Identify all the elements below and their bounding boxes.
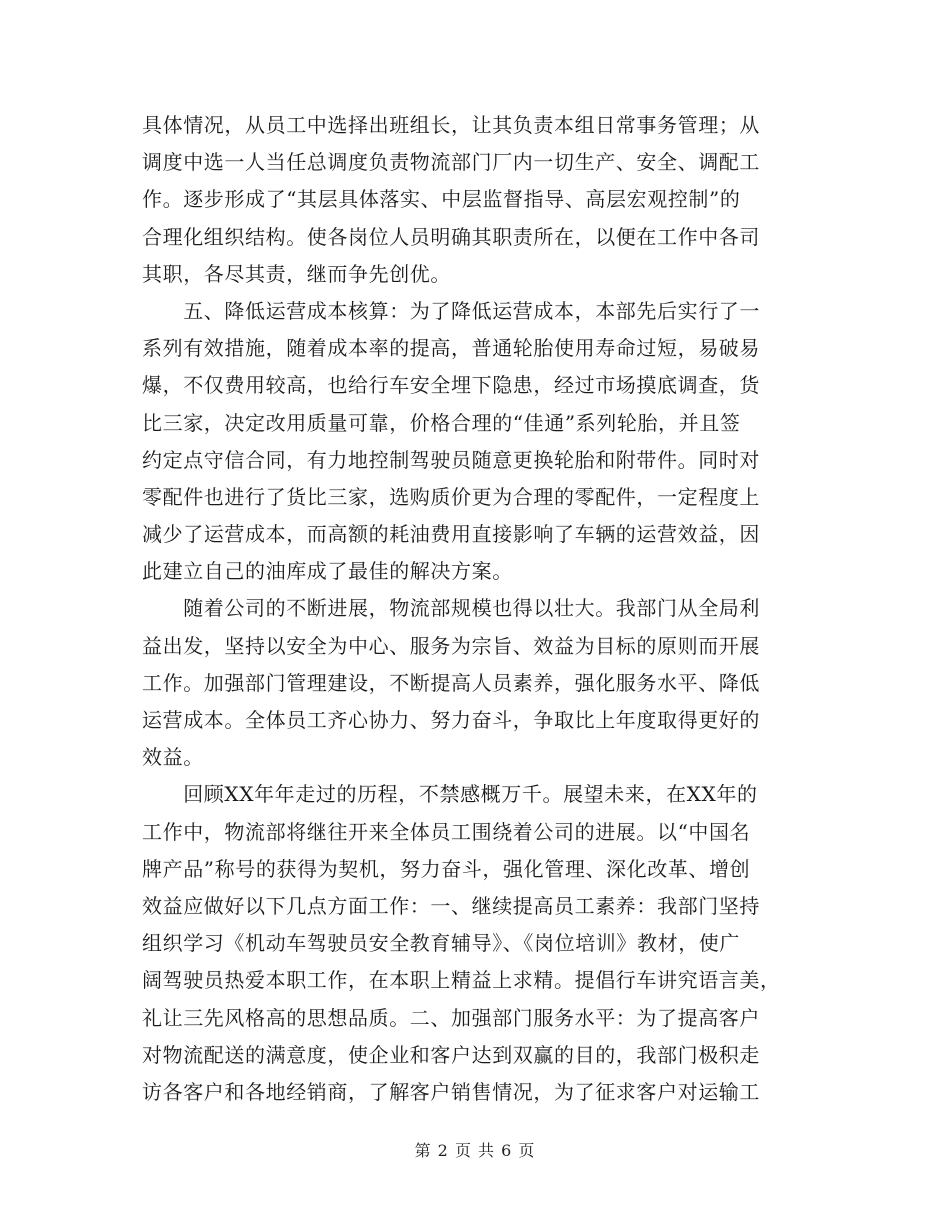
text-line: 牌产品”称号的获得为契机，努力奋斗，强化管理、深化改革、增创 bbox=[142, 856, 751, 881]
text-line: 运营成本。全体员工齐心协力、努力奋斗，争取比上年度取得更好的 bbox=[142, 708, 760, 732]
text-line: 具体情况，从员工中选择出班组长，让其负责本组日常事务管理；从 bbox=[142, 113, 760, 137]
text-line: 访各客户和各地经销商，了解客户销售情况，为了征求客户对运输工 bbox=[142, 1079, 760, 1104]
text-line: 随着公司的不断进展，物流部规模也得以壮大。我部门从全局利 bbox=[142, 596, 760, 621]
text-line: 合理化组织结构。使各岗位人员明确其职责所在，以便在工作中各司 bbox=[142, 224, 760, 249]
text-line: 调度中选一人当任总调度负责物流部门厂内一切生产、安全、调配工 bbox=[142, 150, 760, 175]
text-line: 比三家，决定改用质量可靠，价格合理的“佳通”系列轮胎，并且签 bbox=[142, 410, 741, 435]
text-line: 效益。 bbox=[142, 745, 204, 770]
page-number: 第 2 页 共 6 页 bbox=[414, 1141, 536, 1160]
text-line: 五、降低运营成本核算：为了降低运营成本，本部先后实行了一 bbox=[142, 298, 760, 323]
text-line: 零配件也进行了货比三家，选购质价更为合理的零配件，一定程度上 bbox=[142, 484, 760, 509]
text-line: 阔驾驶员热爱本职工作，在本职上精益上求精。提倡行车讲究语言美， bbox=[142, 968, 781, 993]
text-line: 组织学习《机动车驾驶员安全教育辅导》、《岗位培训》教材，使广 bbox=[142, 931, 740, 956]
text-line: 礼让三先风格高的思想品质。二、加强部门服务水平：为了提高客户 bbox=[142, 1005, 760, 1030]
text-line: 工作。加强部门管理建设，不断提高人员素养，强化服务水平、降低 bbox=[142, 670, 760, 695]
text-line: 对物流配送的满意度，使企业和客户达到双赢的目的，我部门极积走 bbox=[142, 1042, 760, 1067]
text-line: 减少了运营成本，而高额的耗油费用直接影响了车辆的运营效益，因 bbox=[142, 522, 760, 547]
text-line: 工作中，物流部将继往开来全体员工围绕着公司的进展。以“中国名 bbox=[142, 819, 751, 844]
text-line: 爆，不仅费用较高，也给行车安全埋下隐患，经过市场摸底调查，货 bbox=[142, 373, 760, 398]
text-line: 约定点守信合同，有力地控制驾驶员随意更换轮胎和附带件。同时对 bbox=[142, 447, 760, 472]
document-body bbox=[142, 107, 802, 1111]
text-line: 回顾XX年年走过的历程，不禁感概万千。展望未来，在XX年的 bbox=[142, 782, 758, 807]
text-line: 效益应做好以下几点方面工作：一、继续提高员工素养：我部门坚持 bbox=[142, 893, 760, 918]
text-line: 此建立自己的油库成了最佳的解决方案。 bbox=[142, 559, 513, 584]
text-line: 系列有效措施，随着成本率的提高，普通轮胎使用寿命过短，易破易 bbox=[142, 336, 760, 361]
text-line: 作。逐步形成了“其层具体落实、中层监督指导、高层宏观控制”的 bbox=[142, 187, 741, 212]
text-line: 益出发，坚持以安全为中心、服务为宗旨、效益为目标的原则而开展 bbox=[142, 633, 760, 658]
text-line: 其职，各尽其责，继而争先创优。 bbox=[142, 261, 451, 286]
